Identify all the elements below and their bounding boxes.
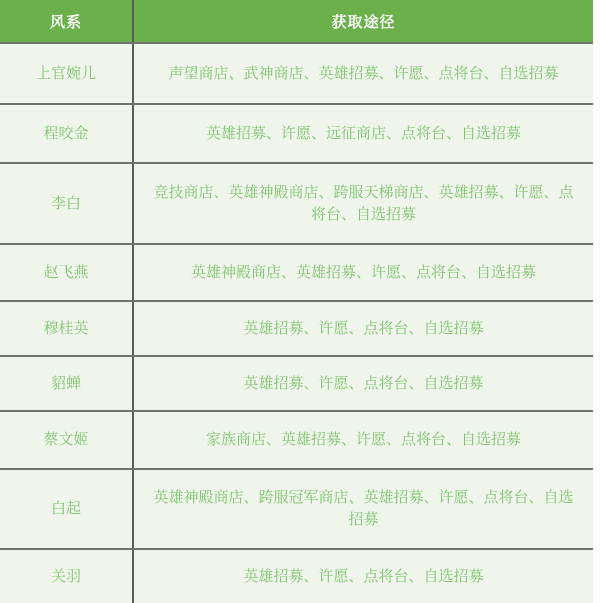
table-row (0, 163, 593, 244)
column-header-element-type: 风系 (0, 0, 133, 43)
table-row (0, 104, 593, 163)
table-row (0, 301, 593, 356)
table-row (0, 469, 593, 549)
table-row (0, 356, 593, 411)
acquisition-methods-cell: 英雄招募、许愿、远征商店、点将台、自选招募 (133, 104, 593, 163)
table-row (0, 549, 593, 603)
acquisition-methods-cell: 英雄神殿商店、英雄招募、许愿、点将台、自选招募 (133, 244, 593, 301)
hero-name-cell: 白起 (0, 469, 133, 549)
hero-name-cell: 李白 (0, 163, 133, 244)
table-header-row (0, 0, 593, 43)
column-header-acquisition: 获取途径 (133, 0, 593, 43)
hero-name-cell: 穆桂英 (0, 301, 133, 356)
acquisition-methods-cell: 英雄招募、许愿、点将台、自选招募 (133, 549, 593, 603)
hero-name-cell: 貂蝉 (0, 356, 133, 411)
hero-name-cell: 程咬金 (0, 104, 133, 163)
acquisition-methods-cell: 英雄招募、许愿、点将台、自选招募 (133, 301, 593, 356)
hero-name-cell: 蔡文姬 (0, 411, 133, 469)
acquisition-methods-cell: 英雄招募、许愿、点将台、自选招募 (133, 356, 593, 411)
acquisition-methods-cell: 声望商店、武神商店、英雄招募、许愿、点将台、自选招募 (133, 43, 593, 104)
hero-name-cell: 赵飞燕 (0, 244, 133, 301)
acquisition-methods-cell: 家族商店、英雄招募、许愿、点将台、自选招募 (133, 411, 593, 469)
table-row (0, 244, 593, 301)
hero-name-cell: 关羽 (0, 549, 133, 603)
table-row (0, 411, 593, 469)
table-row (0, 43, 593, 104)
hero-name-cell: 上官婉儿 (0, 43, 133, 104)
acquisition-methods-cell: 竞技商店、英雄神殿商店、跨服天梯商店、英雄招募、许愿、点将台、自选招募 (133, 163, 593, 244)
acquisition-methods-cell: 英雄神殿商店、跨服冠军商店、英雄招募、许愿、点将台、自选招募 (133, 469, 593, 549)
